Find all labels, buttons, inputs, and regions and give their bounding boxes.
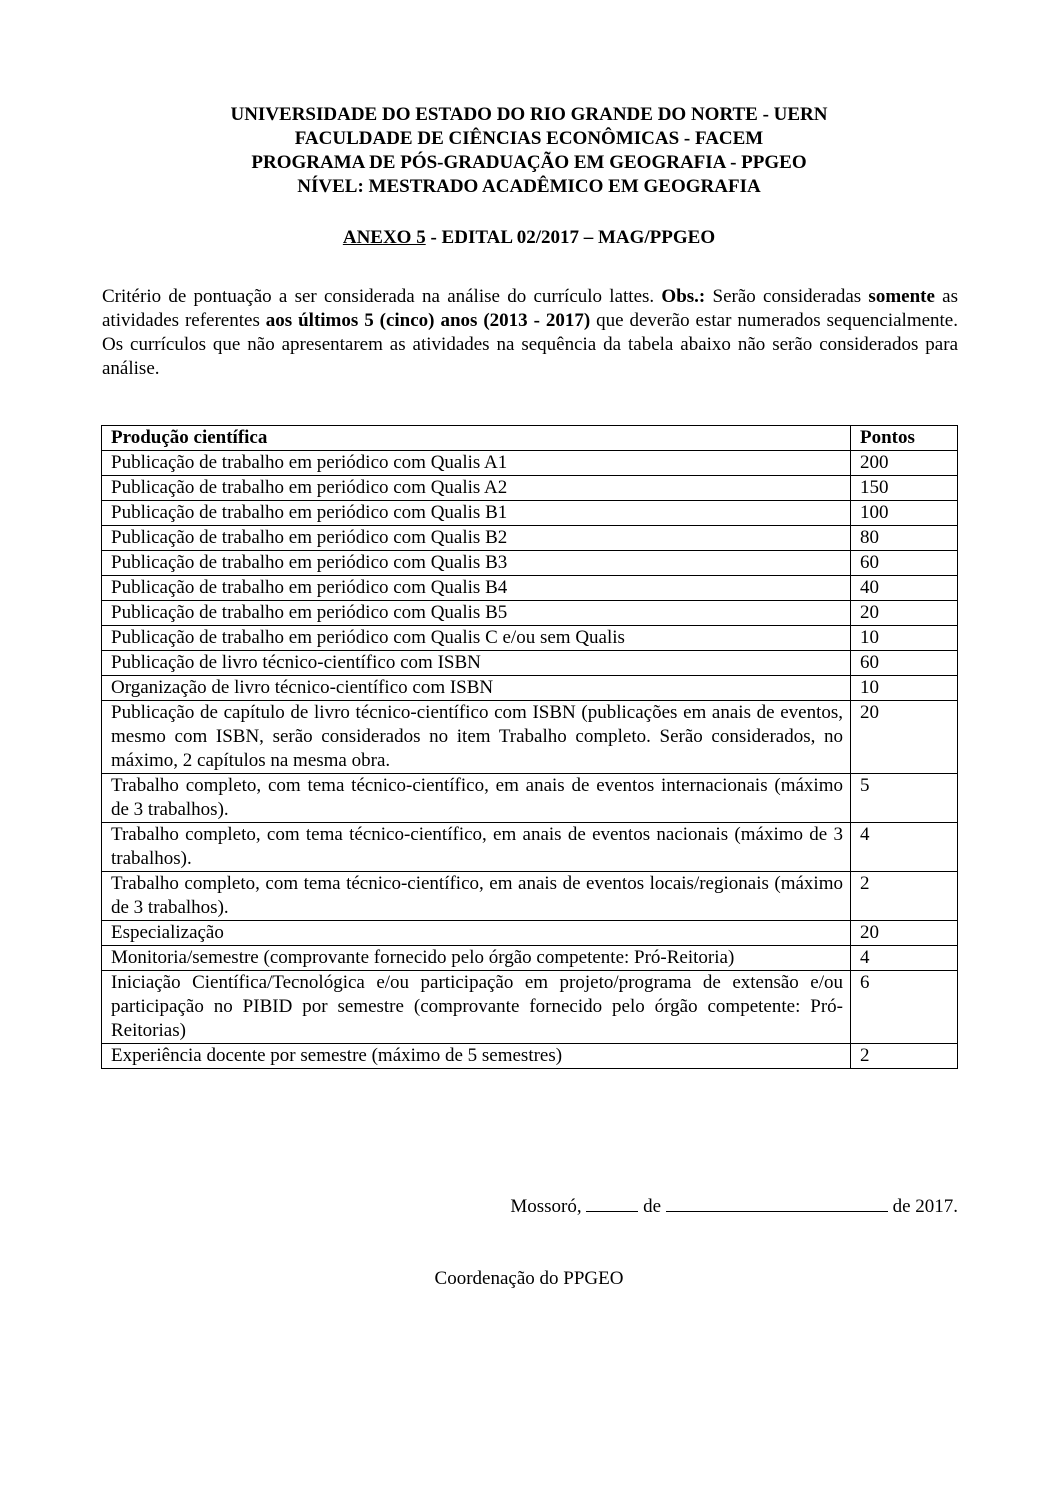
row-description: Publicação de trabalho em periódico com Qualis A1	[102, 451, 851, 476]
row-description: Trabalho completo, com tema técnico-científico, em anais de eventos nacionais (máximo de 3 trabalhos).	[102, 823, 851, 872]
intro-text-4: que deverão estar numerados sequencialmente. Os currículos que não apresentarem as atividades na sequência da tabela abaixo não serão considerados para análise.	[102, 310, 958, 379]
row-description: Organização de livro técnico-científico com ISBN	[102, 676, 851, 701]
column-header-points: Pontos	[851, 426, 958, 451]
de-text: de	[638, 1196, 666, 1217]
table-row	[102, 526, 958, 551]
row-points: 2	[851, 872, 958, 921]
scoring-table	[101, 425, 958, 1069]
coordination-signature: Coordenação do PPGEO	[434, 1268, 624, 1289]
table-row	[102, 451, 958, 476]
header-faculty: FACULDADE DE CIÊNCIAS ECONÔMICAS - FACEM	[294, 128, 764, 149]
row-description: Publicação de trabalho em periódico com Qualis B1	[102, 501, 851, 526]
row-description: Publicação de trabalho em periódico com Qualis B2	[102, 526, 851, 551]
row-points: 4	[851, 823, 958, 872]
row-description: Monitoria/semestre (comprovante fornecido pelo órgão competente: Pró-Reitoria)	[102, 946, 851, 971]
document-header	[0, 103, 1058, 199]
intro-period: aos últimos 5 (cinco) anos (2013 - 2017)	[265, 310, 591, 331]
row-points: 80	[851, 526, 958, 551]
table-row	[102, 872, 958, 921]
table-row	[102, 1044, 958, 1069]
row-description: Publicação de trabalho em periódico com Qualis B5	[102, 601, 851, 626]
row-description: Iniciação Científica/Tecnológica e/ou participação em projeto/programa de extensão e/ou participação no PIBID por semestre (comprovante fornecido pelo órgão competente: Pró-Reitorias)	[102, 971, 851, 1044]
annex-label: ANEXO 5	[342, 227, 426, 248]
row-description: Trabalho completo, com tema técnico-científico, em anais de eventos locais/regionais (máximo de 3 trabalhos).	[102, 872, 851, 921]
row-points: 40	[851, 576, 958, 601]
table-row	[102, 501, 958, 526]
table-row	[102, 476, 958, 501]
row-description: Trabalho completo, com tema técnico-científico, em anais de eventos internacionais (máximo de 3 trabalhos).	[102, 774, 851, 823]
row-points: 100	[851, 501, 958, 526]
table-row	[102, 601, 958, 626]
table-row	[102, 701, 958, 774]
row-points: 60	[851, 551, 958, 576]
table-row	[102, 676, 958, 701]
place-text: Mossoró,	[510, 1196, 587, 1217]
intro-somente: somente	[868, 286, 935, 307]
header-university: UNIVERSIDADE DO ESTADO DO RIO GRANDE DO NORTE - UERN	[230, 104, 828, 125]
row-description: Publicação de livro técnico-científico com ISBN	[102, 651, 851, 676]
table-row	[102, 626, 958, 651]
place-date-line	[510, 1193, 958, 1219]
intro-text-2: Serão consideradas	[705, 286, 869, 307]
year-text: de 2017.	[887, 1196, 958, 1217]
month-blank	[666, 1193, 888, 1212]
row-points: 6	[851, 971, 958, 1044]
table-row	[102, 823, 958, 872]
table-row	[102, 946, 958, 971]
table-row	[102, 651, 958, 676]
row-points: 10	[851, 676, 958, 701]
row-points: 20	[851, 601, 958, 626]
row-points: 200	[851, 451, 958, 476]
row-description: Publicação de trabalho em periódico com Qualis B3	[102, 551, 851, 576]
row-points: 5	[851, 774, 958, 823]
row-description: Especialização	[102, 921, 851, 946]
row-points: 20	[851, 921, 958, 946]
day-blank	[586, 1193, 638, 1212]
table-row	[102, 774, 958, 823]
row-description: Publicação de trabalho em periódico com Qualis C e/ou sem Qualis	[102, 626, 851, 651]
header-program: PROGRAMA DE PÓS-GRADUAÇÃO EM GEOGRAFIA - PPGEO	[251, 152, 807, 173]
row-points: 10	[851, 626, 958, 651]
annex-edital: - EDITAL 02/2017 – MAG/PPGEO	[425, 227, 716, 248]
intro-paragraph	[102, 285, 958, 381]
row-description: Publicação de trabalho em periódico com Qualis A2	[102, 476, 851, 501]
intro-obs: Obs.:	[661, 286, 706, 307]
table-row	[102, 971, 958, 1044]
table-row	[102, 576, 958, 601]
intro-text-1: Critério de pontuação a ser considerada na análise do currículo lattes.	[102, 286, 662, 307]
row-points: 60	[851, 651, 958, 676]
row-points: 4	[851, 946, 958, 971]
table-row	[102, 921, 958, 946]
row-points: 2	[851, 1044, 958, 1069]
row-description: Publicação de capítulo de livro técnico-científico com ISBN (publicações em anais de eventos, mesmo com ISBN, serão considerados no item Trabalho completo. Serão considerados, no máximo, 2 capítulos na mesma obra.	[102, 701, 851, 774]
row-description: Experiência docente por semestre (máximo de 5 semestres)	[102, 1044, 851, 1069]
table-header-row	[102, 426, 958, 451]
row-points: 20	[851, 701, 958, 774]
annex-title	[0, 226, 1058, 250]
row-description: Publicação de trabalho em periódico com Qualis B4	[102, 576, 851, 601]
column-header-production: Produção científica	[102, 426, 851, 451]
table-row	[102, 551, 958, 576]
header-level: NÍVEL: MESTRADO ACADÊMICO EM GEOGRAFIA	[297, 176, 761, 197]
row-points: 150	[851, 476, 958, 501]
intro-text-3: as atividades referentes	[102, 286, 958, 331]
